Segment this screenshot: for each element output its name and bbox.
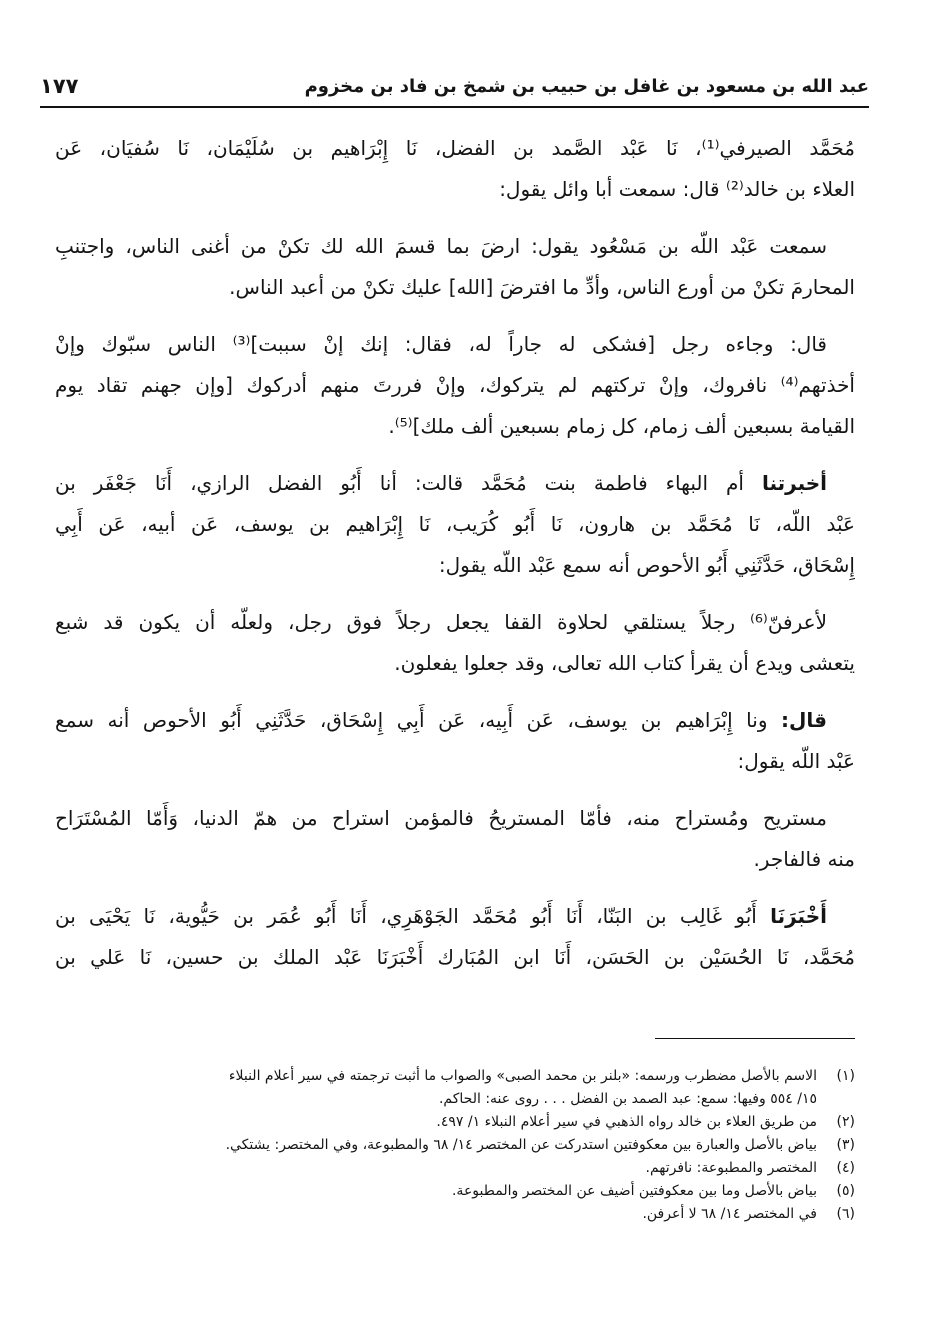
text-line: المحارمَ تكنْ من أورع الناس، وأدِّ ما افترضَ [الله] عليك تكنْ من أعبد الناس.: [229, 275, 855, 299]
footnote-separator: [655, 1038, 855, 1039]
text-line: [55, 463, 855, 504]
text-line: عَبْد اللّه يقول:: [737, 749, 855, 773]
footnote-number: (٤): [836, 1160, 855, 1176]
paragraph-lead: أَخْبَرَنَا: [770, 904, 827, 928]
text-line: سمعت عَبْد اللّه بن مَسْعُود يقول: ارضَ بما قسمَ الله لك تكنْ من أغنى الناس، واجتنبِ: [55, 234, 827, 258]
text-line: العلاء بن خالد⁽²⁾ قال: سمعت أبا وائل يقول:: [499, 177, 855, 201]
text-line: إِسْحَاق، حَدَّثَنِي أَبُو الأحوص أنه سمع عَبْد اللّه يقول:: [438, 553, 855, 577]
text-line: منه فالفاجر.: [753, 847, 855, 871]
text-line: مستريح ومُستراح منه، فأمّا المستريحُ فالمؤمن استراح من همّ الدنيا، وَأَمّا المُسْتَرَاح: [55, 806, 827, 830]
footnote: [55, 1157, 855, 1180]
text-line: قال: وجاءه رجل [فشكى له جاراً له، فقال: إنك إنْ سببت]⁽³⁾ الناس سبّوك وإنْ: [55, 332, 827, 356]
page-header: [40, 66, 869, 108]
footnote-text: بياض بالأصل وما بين معكوفتين أضيف عن المختصر والمطبوعة.: [451, 1183, 817, 1199]
footnote-text: من طريق العلاء بن خالد رواه الذهبي في سير أعلام النبلاء ١/ ٤٩٧.: [436, 1114, 817, 1130]
footnotes: [55, 1065, 855, 1226]
text-line: يتعشى ويدع أن يقرأ كتاب الله تعالى، وقد جعلوا يفعلون.: [394, 651, 855, 675]
footnote: [55, 1111, 855, 1134]
running-title: عبد الله بن مسعود بن غافل بن حبيب بن شمخ بن فاد بن مخزوم: [304, 75, 869, 97]
footnote-number: (٣): [836, 1137, 855, 1153]
footnote: [55, 1134, 855, 1157]
footnote-text: في المختصر ١٤/ ٦٨ لا أعرفن.: [642, 1206, 817, 1222]
text-line: عَبْد اللّه، نَا مُحَمَّد بن هارون، نَا أَبُو كُرَيب، نَا إِبْرَاهيم بن يوسف، عَن أبيه، عَن أَبِي: [55, 512, 855, 536]
footnote-number: (١): [836, 1068, 855, 1084]
footnote-number: (٥): [836, 1183, 855, 1199]
text-line: أخذتهم⁽⁴⁾ نافروك، وإنْ تركتهم لم يتركوك، وإنْ فررتَ منهم أدركوك [وإن جهنم تقاد يوم: [55, 373, 855, 397]
text-line: مُحَمَّد، نَا الحُسَيْن بن الحَسَن، أَنَا ابن المُبَارك أَخْبَرَنَا عَبْد الملك بن حسين، نَا عَلي بن: [55, 945, 855, 969]
paragraph-lead: أخبرتنا: [761, 471, 827, 495]
paragraph-lead: قال:: [781, 708, 827, 732]
footnote-continuation: ١٥/ ٥٥٤ وفيها: سمع: عبد الصمد بن الفضل . . . روى عنه: الحاكم.: [438, 1091, 817, 1107]
footnote-text: بياض بالأصل والعبارة بين معكوفتين استدركت عن المختصر ١٤/ ٦٨ والمطبوعة، وفي المختصر: يشتكي.: [225, 1137, 817, 1153]
text-line: [55, 700, 855, 741]
text-line: مُحَمَّد الصيرفي⁽¹⁾، نَا عَبْد الصَّمد بن الفضل، نَا إِبْرَاهيم بن سُلَيْمَان، نَا سُفيَان، عَن: [55, 136, 855, 160]
text-line: القيامة بسبعين ألف زمام، كل زمام بسبعين ألف ملك]⁽⁵⁾.: [388, 414, 855, 438]
page-number: ١٧٧: [40, 74, 79, 98]
text-run: أم البهاء فاطمة بنت مُحَمَّد قالت: أنا أَبُو الفضل الرازي، أَنَا جَعْفَر بن: [55, 471, 762, 495]
footnote-text: الاسم بالأصل مضطرب ورسمه: «بلنر بن محمد الصبى» والصواب ما أثبت ترجمته في سير أعلام النبلاء: [228, 1068, 817, 1084]
footnote: [55, 1065, 855, 1088]
footnote-number: (٦): [836, 1206, 855, 1222]
main-text: [55, 128, 855, 978]
text-run: أَبُو غَالِب بن البَنّا، أَنَا أَبُو مُحَمَّد الجَوْهَرِي، أَنَا أَبُو عُمَر بن حَيُّوية، نَا يَحْيَى بن: [55, 904, 771, 928]
footnote-number: (٢): [836, 1114, 855, 1130]
footnote-text: المختصر والمطبوعة: نافرتهم.: [645, 1160, 817, 1176]
text-line: لأعرفنّ⁽⁶⁾ رجلاً يستلقي لحلاوة القفا يجعل رجلاً فوق رجل، ولعلّه أن يكون قد شبع: [55, 610, 827, 634]
footnote: [55, 1180, 855, 1203]
text-line: [55, 896, 855, 937]
text-run: ونا إِبْرَاهيم بن يوسف، عَن أَبِيه، عَن أَبِي إِسْحَاق، حَدَّثَنِي أَبُو الأحوص أنه سمع: [55, 708, 782, 732]
footnote: [55, 1203, 855, 1226]
